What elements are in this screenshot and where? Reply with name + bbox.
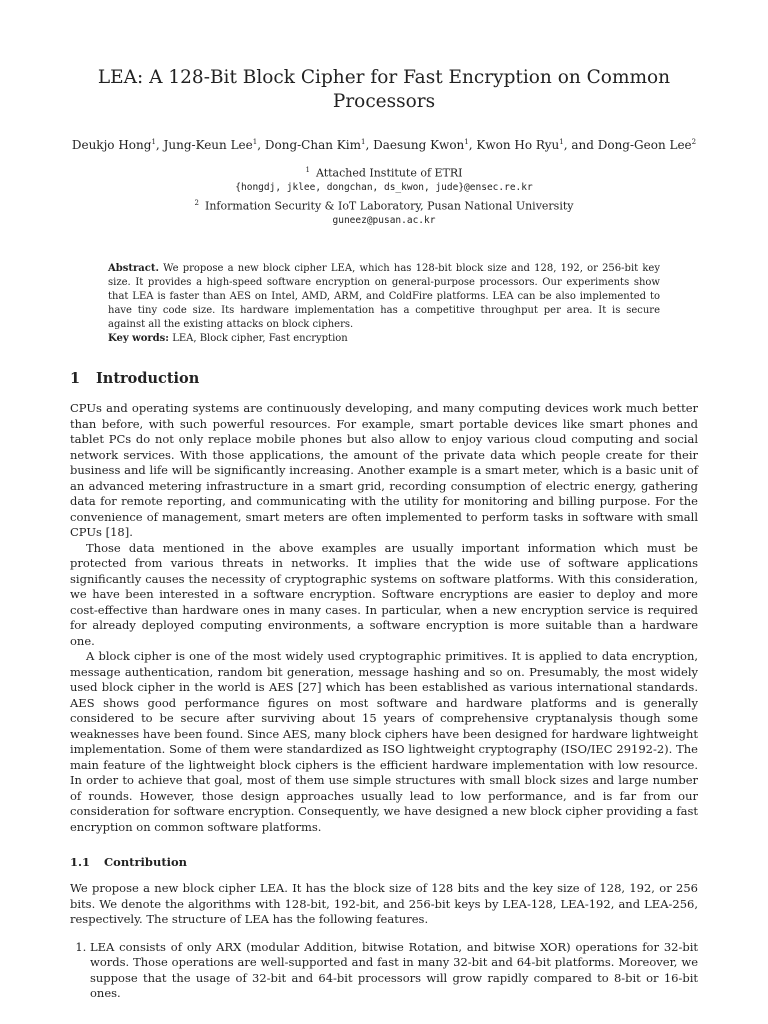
author-list: Deukjo Hong$^1$, Jung-Keun Lee$^1$, Dong-Chan Kim$^1$, Daesung Kwon$^1$, Kwon Ho Ryu$^1$, and Dong-Geon Lee$^2$ (71, 138, 697, 152)
author: Dong-Geon Lee$^2$ (597, 138, 697, 152)
affiliation-1-email: {hongdj, jklee, dongchan, ds_kwon, jude}@ensec.re.kr (235, 182, 533, 194)
author: Deukjo Hong$^1$ (71, 138, 156, 152)
author: Dong-Chan Kim$^1$ (264, 138, 366, 152)
affiliation-1: $^1$ Attached Institute of ETRI (305, 166, 463, 180)
intro-paragraph-3: A block cipher is one of the most widely used cryptographic primitives. It is applied to data encryption, message authentication, random bit generation, message hashing and so on. Presumably, the most widely used block cipher in the world is AES [27] which has been established as various international standards. AES shows good performance figures on most software and hardware platforms and is generally considered to be secure after surviving about 15 years of comprehensive cryptanalysis though some weaknesses have been found. Since AES, many block ciphers have been designed for hardware lightweight implementation. Some of them were standardized as ISO lightweight cryptography (ISO/IEC 29192-2). The main feature of the lightweight block ciphers is the efficient hardware implementation with low resource. In order to achieve that goal, most of them use simple structures with small block sizes and large number of rounds. However, those design approaches usually lead to low performance, and is far from our consideration for software encryption. Consequently, we have designed a new block cipher providing a fast encryption on common software platforms. (70, 649, 698, 834)
abstract (108, 262, 660, 346)
abstract-text: Abstract. We propose a new block cipher LEA, which has 128-bit block size and 128, 192, or 256-bit key size. It provides a high-speed software encryption on general-purpose processors. Our experiments show that LEA is faster than AES on Intel, AMD, ARM, and ColdFire platforms. LEA can be also implemented to have tiny code size. Its hardware implementation has a competitive throughput per area. It is secure against all the existing attacks on block ciphers. (108, 263, 660, 331)
affiliation-2-email: guneez@pusan.ac.kr (332, 214, 436, 226)
list-item: 1. LEA consists of only ARX (modular Addition, bitwise Rotation, and bitwise XOR) operations for 32-bit words. Those operations are well-supported and fast in many 32-bit and 64-bit platforms. Moreover, we suppose that the usage of 32-bit and 64-bit processors will grow rapidly compared to 8-bit or 16-bit ones. (90, 940, 698, 1002)
affiliations (70, 163, 698, 228)
paper-title: LEA: A 128-Bit Block Cipher for Fast Encryption on Common Processors (97, 67, 671, 112)
subsection-heading-contribution: 1.1 Contribution (70, 855, 188, 870)
section-heading-introduction: 1 Introduction (70, 370, 200, 388)
author: Daesung Kwon$^1$ (373, 138, 469, 152)
author: Kwon Ho Ryu$^1$ (476, 138, 564, 152)
affiliation-2: $^2$ Information Security & IoT Laboratory, Pusan National University (194, 198, 574, 213)
intro-paragraph-2: Those data mentioned in the above examples are usually important information which must be protected from various threats in networks. It implies that the wide use of software applications significantly causes the necessity of cryptographic systems on software platforms. With this consideration, we have been interested in a software encryption. Software encryptions are easier to deploy and more cost-effective than hardware ones in many cases. In particular, when a new encryption service is required for already deployed computing environments, a software encryption is more suitable than a hardware one. (70, 540, 698, 648)
keywords: Key words: LEA, Block cipher, Fast encryption (108, 333, 348, 345)
feature-list (70, 940, 698, 1002)
contribution-paragraph-1: We propose a new block cipher LEA. It has the block size of 128 bits and the key size of 128, 192, or 256 bits. We denote the algorithms with 128-bit, 192-bit, and 256-bit keys by LEA-128, LEA-192, and LEA-256, respectively. The structure of LEA has the following features. (70, 881, 698, 927)
intro-paragraph-1: CPUs and operating systems are continuously developing, and many computing devices work much better than before, with such powerful resources. For example, smart portable devices like smart phones and tablet PCs do not only replace mobile phones but also allow to enjoy various cloud computing and social network services. With those applications, the amount of the private data which people create for their business and life will be significantly increasing. Another example is a smart meter, which is a basic unit of an advanced metering infrastructure in a smart grid, recording consumption of electric energy, gathering data for remote reporting, and communicating with the utility for monitoring and billing purpose. For the convenience of management, smart meters are often implemented to perform tasks in software with small CPUs [18]. (70, 401, 698, 540)
author: Jung-Keun Lee$^1$ (163, 138, 258, 152)
